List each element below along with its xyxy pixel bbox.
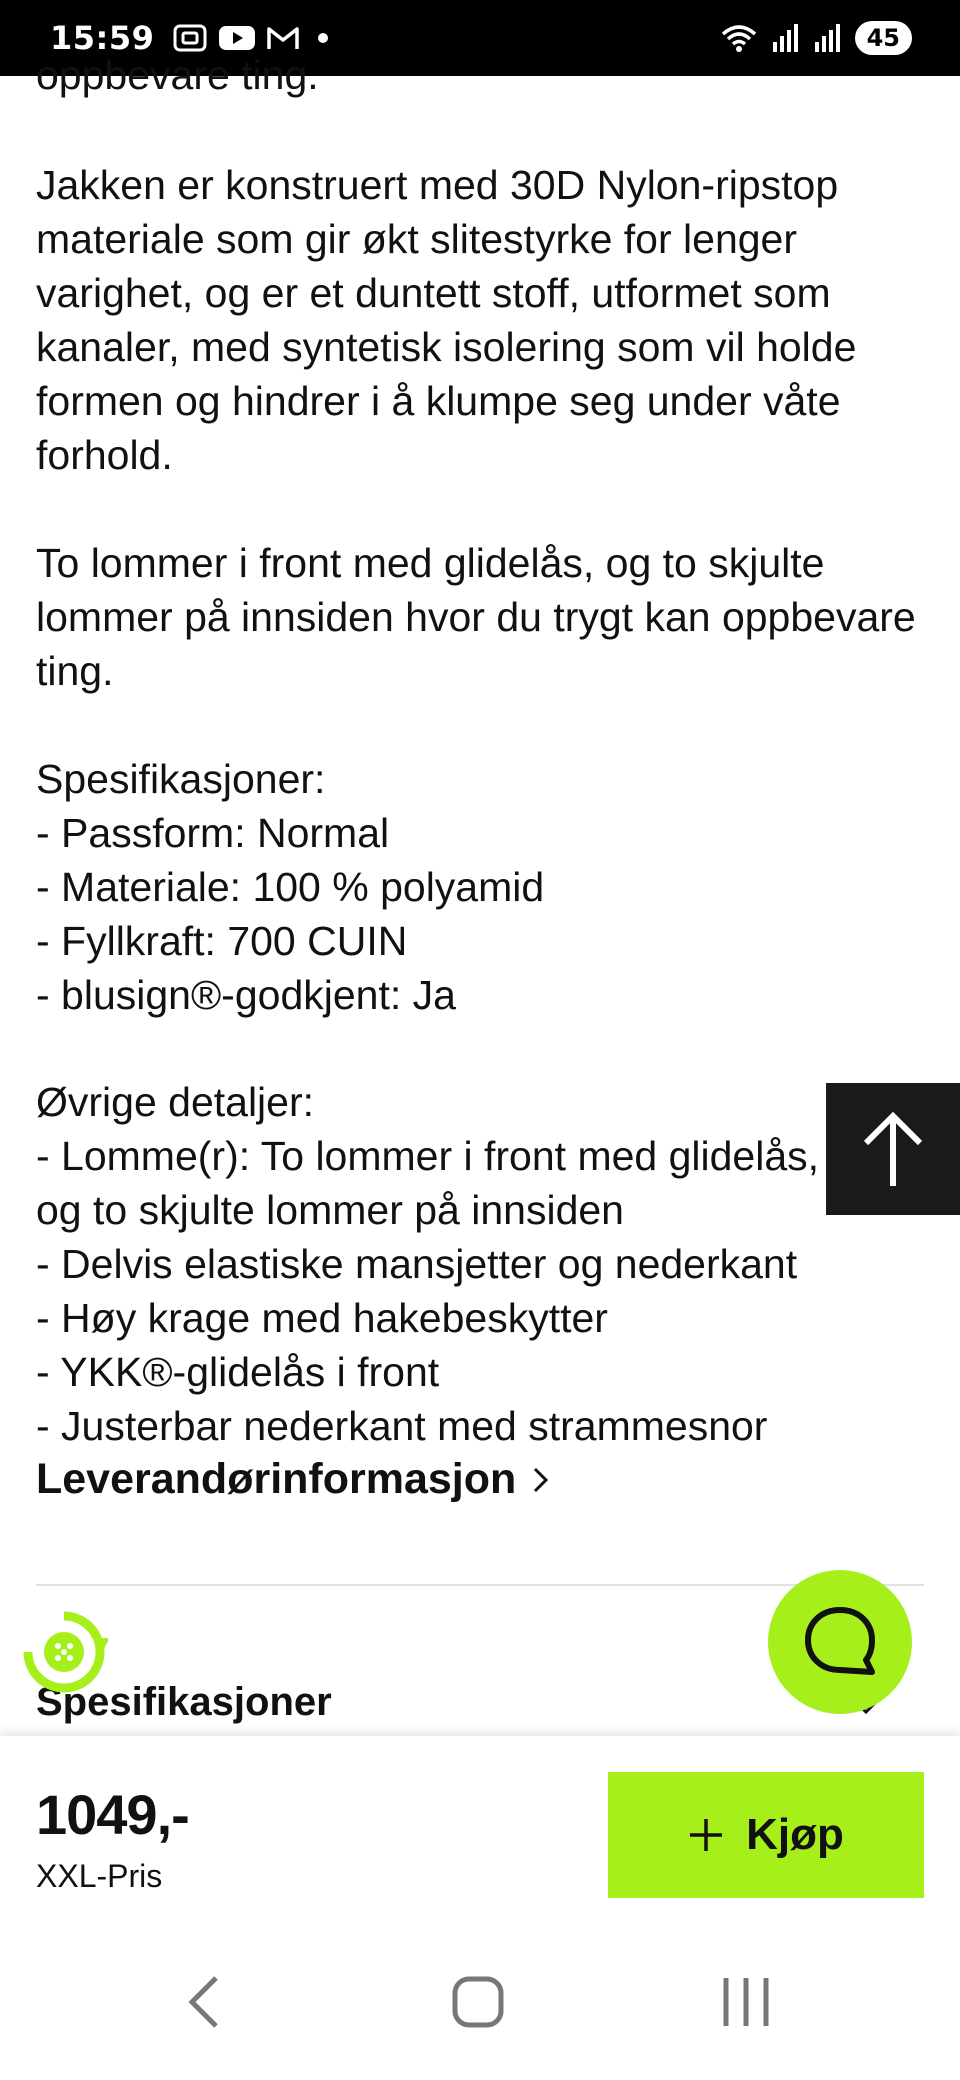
status-time: 15:59 bbox=[50, 19, 155, 57]
status-right-icons bbox=[719, 21, 912, 55]
notification-dot bbox=[318, 33, 328, 43]
description-paragraph-1: Jakken er konstruert med 30D Nylon-ripstop materiale som gir økt slitestyrke for lenger varighet, og er et duntett stoff, utformet som kanaler, med syntetisk isolering som vil holde formen og hindrer i å klumpe seg under våte forhold. bbox=[36, 162, 857, 478]
description-cut-line: oppbevare ting. bbox=[36, 52, 319, 98]
supplier-info-link[interactable] bbox=[36, 1455, 552, 1504]
spec-item: - Passform: Normal bbox=[36, 810, 390, 856]
specs-list bbox=[36, 752, 936, 1022]
buy-bar bbox=[0, 1736, 960, 1920]
battery-icon: 45 bbox=[855, 21, 912, 55]
home-button[interactable] bbox=[450, 1974, 506, 2030]
detail-item: - Justerbar nederkant med strammesnor bbox=[36, 1403, 768, 1449]
chat-button[interactable] bbox=[768, 1570, 912, 1714]
wifi-icon bbox=[719, 22, 759, 54]
buy-button-label: Kjøp bbox=[746, 1810, 844, 1859]
chat-bubble-icon bbox=[800, 1602, 880, 1682]
recents-icon bbox=[718, 1974, 774, 2030]
recents-button[interactable] bbox=[718, 1974, 774, 2030]
detail-item: - YKK®-glidelås i front bbox=[36, 1349, 440, 1395]
spec-item: - blusign®-godkjent: Ja bbox=[36, 972, 456, 1018]
scroll-to-top-button[interactable] bbox=[826, 1083, 960, 1215]
recycle-icon[interactable] bbox=[20, 1608, 108, 1696]
back-icon bbox=[184, 1974, 224, 2030]
detail-item: - Delvis elastiske mansjetter og nederkant bbox=[36, 1241, 798, 1287]
spec-item: - Fyllkraft: 700 CUIN bbox=[36, 918, 408, 964]
detail-item: - Lomme(r): To lommer i front med glidelås, og to skjulte lommer på innsiden bbox=[36, 1133, 820, 1233]
price: 1049,- bbox=[36, 1783, 189, 1846]
specs-title: Spesifikasjoner: bbox=[36, 756, 326, 802]
detail-item: - Høy krage med hakebeskytter bbox=[36, 1295, 608, 1341]
plus-icon bbox=[688, 1817, 724, 1853]
buy-button[interactable] bbox=[608, 1772, 924, 1898]
chevron-right-icon bbox=[530, 1463, 552, 1497]
divider bbox=[36, 1584, 924, 1586]
specifications-section-header[interactable]: Spesifikasjoner bbox=[36, 1680, 332, 1724]
supplier-info-label: Leverandørinformasjon bbox=[36, 1455, 517, 1503]
signal-icon bbox=[771, 22, 801, 54]
system-nav-bar bbox=[0, 1920, 960, 2080]
back-button[interactable] bbox=[184, 1974, 224, 2030]
signal-icon-2 bbox=[813, 22, 843, 54]
details-list bbox=[36, 1075, 836, 1453]
description-paragraph-2: To lommer i front med glidelås, og to skjulte lommer på innsiden hvor du trygt kan oppbevare ting. bbox=[36, 540, 916, 694]
home-icon bbox=[450, 1974, 506, 2030]
price-label: XXL-Pris bbox=[36, 1858, 163, 1894]
details-title: Øvrige detaljer: bbox=[36, 1079, 315, 1125]
arrow-up-icon bbox=[858, 1108, 928, 1190]
spec-item: - Materiale: 100 % polyamid bbox=[36, 864, 545, 910]
